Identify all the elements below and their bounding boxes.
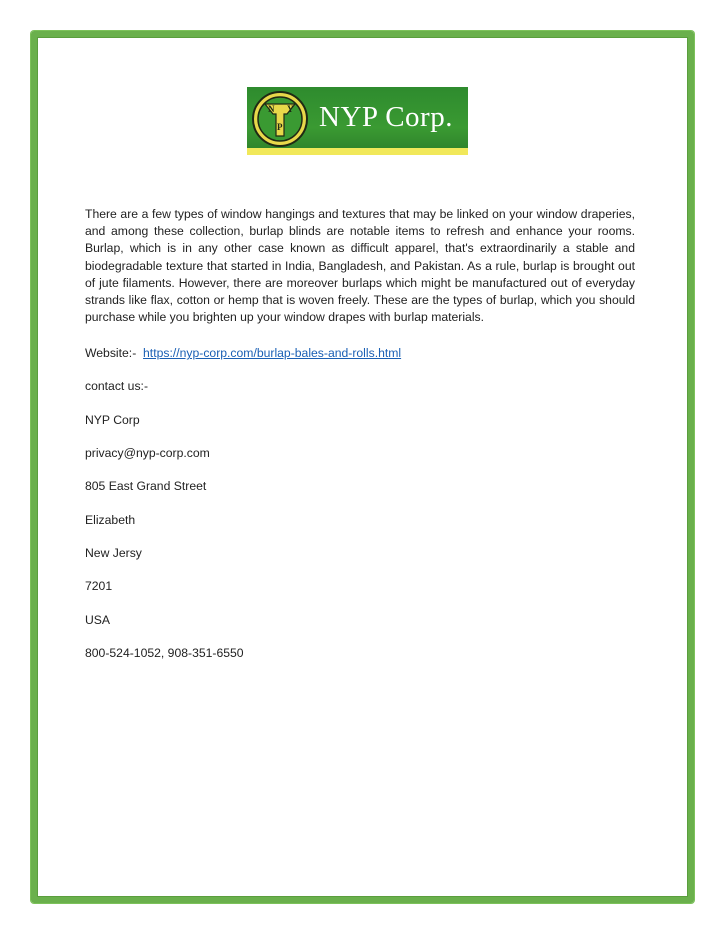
emblem-letter-y: Y: [287, 104, 294, 114]
logo-text: NYP Corp.: [319, 101, 453, 133]
emblem-letter-n: N: [268, 104, 275, 114]
email-address: privacy@nyp-corp.com: [85, 446, 210, 461]
website-link[interactable]: https://nyp-corp.com/burlap-bales-and-rolls.html: [143, 346, 402, 361]
contact-label: contact us:-: [85, 379, 148, 394]
city: Elizabeth: [85, 512, 136, 527]
street-address: 805 East Grand Street: [85, 479, 207, 494]
company-name: NYP Corp: [85, 412, 140, 427]
state: New Jersy: [85, 545, 142, 560]
document-body: [85, 206, 635, 662]
website-line: [85, 345, 635, 362]
website-label: Website:-: [85, 346, 137, 361]
phone-numbers: 800-524-1052, 908-351-6550: [85, 645, 244, 660]
country: USA: [85, 612, 111, 627]
intro-paragraph: There are a few types of window hangings and textures that may be linked on your window draperies, and among these collection, burlap blinds are notable items to refresh and enhance your rooms. Burlap, which is in any other case known as difficult apparel, that's extraordinarily a stable and biodegradable texture that started in India, Bangladesh, and Pakistan. As a rule, burlap is brought out of jute filaments. However, there are moreover burlaps which might be manufactured out of everyday strands like flax, cotton or hemp that is woven freely. These are the types of burlap, which you should purchase while you brighten up your window drapes with burlap materials.: [85, 207, 635, 325]
nyp-emblem-icon: [251, 90, 309, 148]
emblem-letter-p: P: [277, 122, 283, 132]
zip-code: 7201: [85, 579, 113, 594]
company-logo: [247, 87, 468, 155]
logo-stripe: [247, 148, 468, 155]
